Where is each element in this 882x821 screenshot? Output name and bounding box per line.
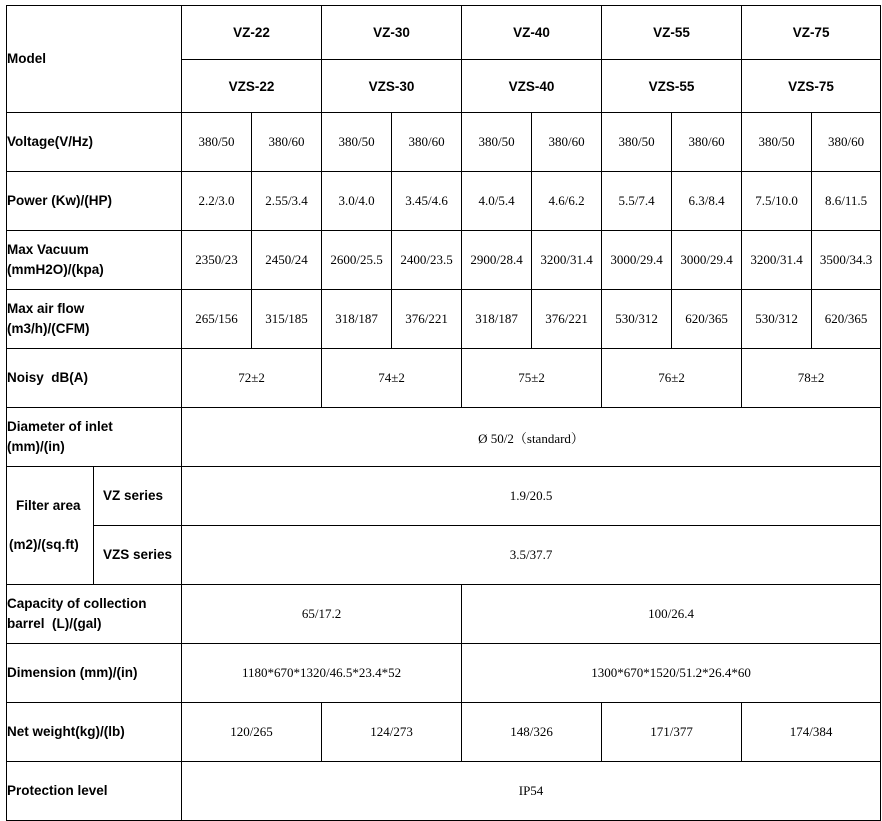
power-value: 2.2/3.0 [182, 172, 252, 231]
voltage-value: 380/50 [462, 113, 532, 172]
net-weight-value: 124/273 [322, 703, 462, 762]
net-weight-value: 174/384 [742, 703, 881, 762]
dimension-value: 1180*670*1320/46.5*23.4*52 [182, 644, 462, 703]
max-air-flow-value: 376/221 [532, 290, 602, 349]
max-vacuum-value: 3200/31.4 [742, 231, 812, 290]
filter-area-label-line2: (m2)/(sq.ft) [9, 537, 79, 552]
model-vz-55: VZ-55 [602, 6, 742, 60]
voltage-value: 380/50 [602, 113, 672, 172]
max-air-flow-value: 315/185 [252, 290, 322, 349]
inlet-label-line2: (mm)/(in) [7, 439, 65, 454]
voltage-value: 380/50 [182, 113, 252, 172]
model-vzs-30: VZS-30 [322, 60, 462, 113]
max-air-flow-value: 530/312 [742, 290, 812, 349]
max-vacuum-value: 3200/31.4 [532, 231, 602, 290]
max-air-flow-value: 318/187 [462, 290, 532, 349]
filter-vzs-value: 3.5/37.7 [182, 526, 881, 585]
noisy-value: 72±2 [182, 349, 322, 408]
max-air-flow-row [7, 290, 881, 349]
model-vz-30: VZ-30 [322, 6, 462, 60]
max-vacuum-row [7, 231, 881, 290]
model-row-vz [7, 6, 881, 60]
power-label: Power (Kw)/(HP) [7, 172, 182, 231]
power-value: 3.0/4.0 [322, 172, 392, 231]
max-vacuum-value: 2350/23 [182, 231, 252, 290]
net-weight-value: 148/326 [462, 703, 602, 762]
power-value: 5.5/7.4 [602, 172, 672, 231]
max-vacuum-value: 2450/24 [252, 231, 322, 290]
max-air-flow-label-line1: Max air flow [7, 301, 85, 316]
capacity-label [7, 585, 182, 644]
max-vacuum-value: 2400/23.5 [392, 231, 462, 290]
protection-label: Protection level [7, 762, 182, 821]
power-row [7, 172, 881, 231]
model-label: Model [7, 6, 182, 113]
max-air-flow-label-line2: (m3/h)/(CFM) [7, 321, 90, 336]
power-value: 4.0/5.4 [462, 172, 532, 231]
power-value: 6.3/8.4 [672, 172, 742, 231]
max-air-flow-value: 620/365 [812, 290, 881, 349]
net-weight-value: 171/377 [602, 703, 742, 762]
max-air-flow-label [7, 290, 182, 349]
max-air-flow-value: 530/312 [602, 290, 672, 349]
max-vacuum-value: 2900/28.4 [462, 231, 532, 290]
filter-area-label-line1: Filter area [16, 498, 81, 513]
protection-value: IP54 [182, 762, 881, 821]
capacity-value: 65/17.2 [182, 585, 462, 644]
voltage-value: 380/60 [532, 113, 602, 172]
inlet-label [7, 408, 182, 467]
inlet-label-line1: Diameter of inlet [7, 419, 113, 434]
protection-row [7, 762, 881, 821]
inlet-value: Ø 50/2（standard） [182, 408, 881, 467]
max-vacuum-label [7, 231, 182, 290]
max-vacuum-value: 3500/34.3 [812, 231, 881, 290]
voltage-value: 380/60 [392, 113, 462, 172]
model-vz-75: VZ-75 [742, 6, 881, 60]
max-air-flow-value: 620/365 [672, 290, 742, 349]
noisy-value: 76±2 [602, 349, 742, 408]
dimension-value: 1300*670*1520/51.2*26.4*60 [462, 644, 881, 703]
voltage-value: 380/60 [252, 113, 322, 172]
voltage-value: 380/60 [812, 113, 881, 172]
dimension-row [7, 644, 881, 703]
filter-vzs-row [7, 526, 881, 585]
inlet-row [7, 408, 881, 467]
model-vzs-40: VZS-40 [462, 60, 602, 113]
power-value: 4.6/6.2 [532, 172, 602, 231]
filter-vzs-series-label: VZS series [94, 526, 182, 585]
max-air-flow-value: 318/187 [322, 290, 392, 349]
voltage-value: 380/60 [672, 113, 742, 172]
max-vacuum-label-line1: Max Vacuum [7, 242, 89, 257]
capacity-label-line1: Capacity of collection [7, 596, 147, 611]
dimension-label: Dimension (mm)/(in) [7, 644, 182, 703]
max-vacuum-value: 3000/29.4 [672, 231, 742, 290]
max-vacuum-value: 2600/25.5 [322, 231, 392, 290]
model-vzs-55: VZS-55 [602, 60, 742, 113]
model-vz-40: VZ-40 [462, 6, 602, 60]
max-air-flow-value: 376/221 [392, 290, 462, 349]
noisy-value: 75±2 [462, 349, 602, 408]
noisy-value: 74±2 [322, 349, 462, 408]
voltage-value: 380/50 [742, 113, 812, 172]
voltage-row [7, 113, 881, 172]
noisy-value: 78±2 [742, 349, 881, 408]
model-vzs-75: VZS-75 [742, 60, 881, 113]
filter-vz-value: 1.9/20.5 [182, 467, 881, 526]
max-vacuum-value: 3000/29.4 [602, 231, 672, 290]
net-weight-label: Net weight(kg)/(lb) [7, 703, 182, 762]
capacity-label-line2: barrel (L)/(gal) [7, 616, 102, 631]
model-vzs-22: VZS-22 [182, 60, 322, 113]
noisy-row [7, 349, 881, 408]
filter-vz-row [7, 467, 881, 526]
specification-table [6, 5, 881, 821]
power-value: 2.55/3.4 [252, 172, 322, 231]
voltage-label: Voltage(V/Hz) [7, 113, 182, 172]
capacity-value: 100/26.4 [462, 585, 881, 644]
voltage-value: 380/50 [322, 113, 392, 172]
net-weight-value: 120/265 [182, 703, 322, 762]
net-weight-row [7, 703, 881, 762]
power-value: 7.5/10.0 [742, 172, 812, 231]
filter-area-label [7, 467, 94, 585]
max-air-flow-value: 265/156 [182, 290, 252, 349]
max-vacuum-label-line2: (mmH2O)/(kpa) [7, 262, 104, 277]
capacity-row [7, 585, 881, 644]
noisy-label: Noisy dB(A) [7, 349, 182, 408]
power-value: 3.45/4.6 [392, 172, 462, 231]
filter-vz-series-label: VZ series [94, 467, 182, 526]
model-vz-22: VZ-22 [182, 6, 322, 60]
power-value: 8.6/11.5 [812, 172, 881, 231]
